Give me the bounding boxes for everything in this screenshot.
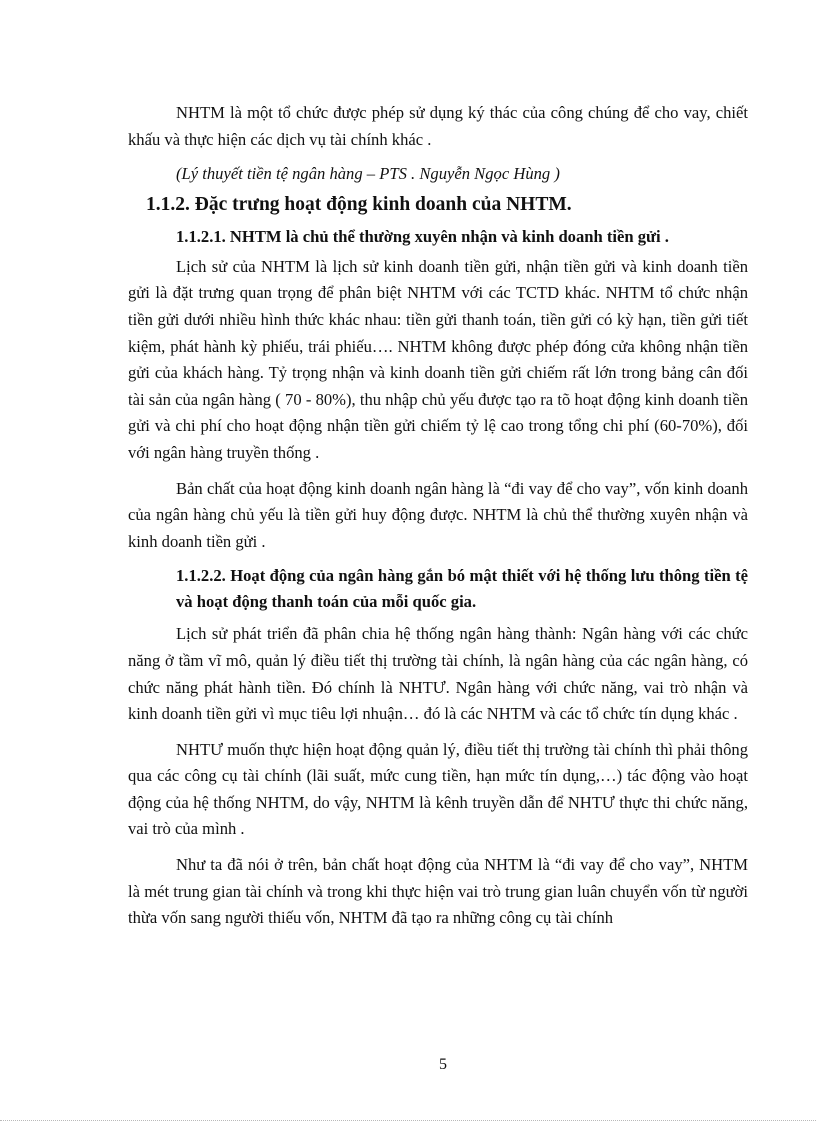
section-heading: 1.1.2. Đặc trưng hoạt động kinh doanh của NHTM. — [146, 193, 572, 215]
body-paragraph: NHTƯ muốn thực hiện hoạt động quản lý, điều tiết thị trường tài chính thì phải thông qua các công cụ tài chính (lãi suất, mức cung tiền, hạn mức tín dụng,…) tác động vào hoạt động của hệ thống NHTM, do vậy, NHTM là kênh truyền dẫn để NHTƯ thực thi chức năng, vai trò của mình . — [128, 739, 748, 839]
citation: (Lý thuyết tiền tệ ngân hàng – PTS . Nguyễn Ngọc Hùng ) — [176, 164, 560, 184]
intro-paragraph: NHTM là một tổ chức được phép sử dụng ký thác của công chúng để cho vay, chiết khấu và thực hiện các dịch vụ tài chính khác . — [128, 103, 748, 149]
subsection-heading-1: 1.1.2.1. NHTM là chủ thể thường xuyên nhận và kinh doanh tiền gửi . — [176, 226, 669, 246]
body-paragraph: Lịch sử của NHTM là lịch sử kinh doanh tiền gửi, nhận tiền gửi và kinh doanh tiền gửi là đặt trưng quan trọng để phân biệt NHTM với các TCTD khác. NHTM tổ chức nhận tiền gửi dưới nhiều hình thức khác nhau: tiền gửi thanh toán, tiền gửi có kỳ hạn, tiền gửi tiết kiệm, phát hành kỳ phiếu, trái phiếu…. NHTM không được phép đóng cửa không nhận tiền gửi của khách hàng. Tỷ trọng nhận và kinh doanh tiền gửi chiếm rất lớn trong bảng cân đối tài sản của ngân hàng ( 70 - 80%), thu nhập chủ yếu được tạo ra tõ hoạt động kinh doanh tiền gửi và chi phí cho hoạt động nhận tiền gửi chiếm tỷ lệ cao trong tổng chi phí (60-70%), đối với ngân hàng truyền thống . — [128, 256, 748, 462]
body-paragraph: Bản chất của hoạt động kinh doanh ngân hàng là “đi vay để cho vay”, vốn kinh doanh của ngân hàng chủ yếu là tiền gửi huy động được. NHTM là chủ thể thường xuyên nhận và kinh doanh tiền gửi . — [128, 478, 748, 551]
subsection-heading-2: 1.1.2.2. Hoạt động của ngân hàng gắn bó mật thiết với hệ thống lưu thông tiền tệ và hoạt động thanh toán của mỗi quốc gia. — [176, 566, 748, 612]
page-body — [128, 100, 748, 932]
page-number: 5 — [439, 1056, 447, 1073]
body-paragraph: Như ta đã nói ở trên, bản chất hoạt động của NHTM là “đi vay để cho vay”, NHTM là mét trung gian tài chính và trong khi thực hiện vai trò trung gian luân chuyển vốn từ người thừa vốn sang người thiếu vốn, NHTM đã tạo ra những công cụ tài chính — [128, 855, 748, 928]
page-bottom-border — [0, 1120, 816, 1121]
body-paragraph: Lịch sử phát triển đã phân chia hệ thống ngân hàng thành: Ngân hàng với các chức năng ở tầm vĩ mô, quản lý điều tiết thị trường tài chính, là ngân hàng của các ngân hàng, có chức năng phát hành tiền. Đó chính là NHTƯ. Ngân hàng với chức năng, vai trò nhận và kinh doanh tiền gửi vì mục tiêu lợi nhuận… đó là các NHTM và các tổ chức tín dụng khác . — [128, 624, 748, 724]
